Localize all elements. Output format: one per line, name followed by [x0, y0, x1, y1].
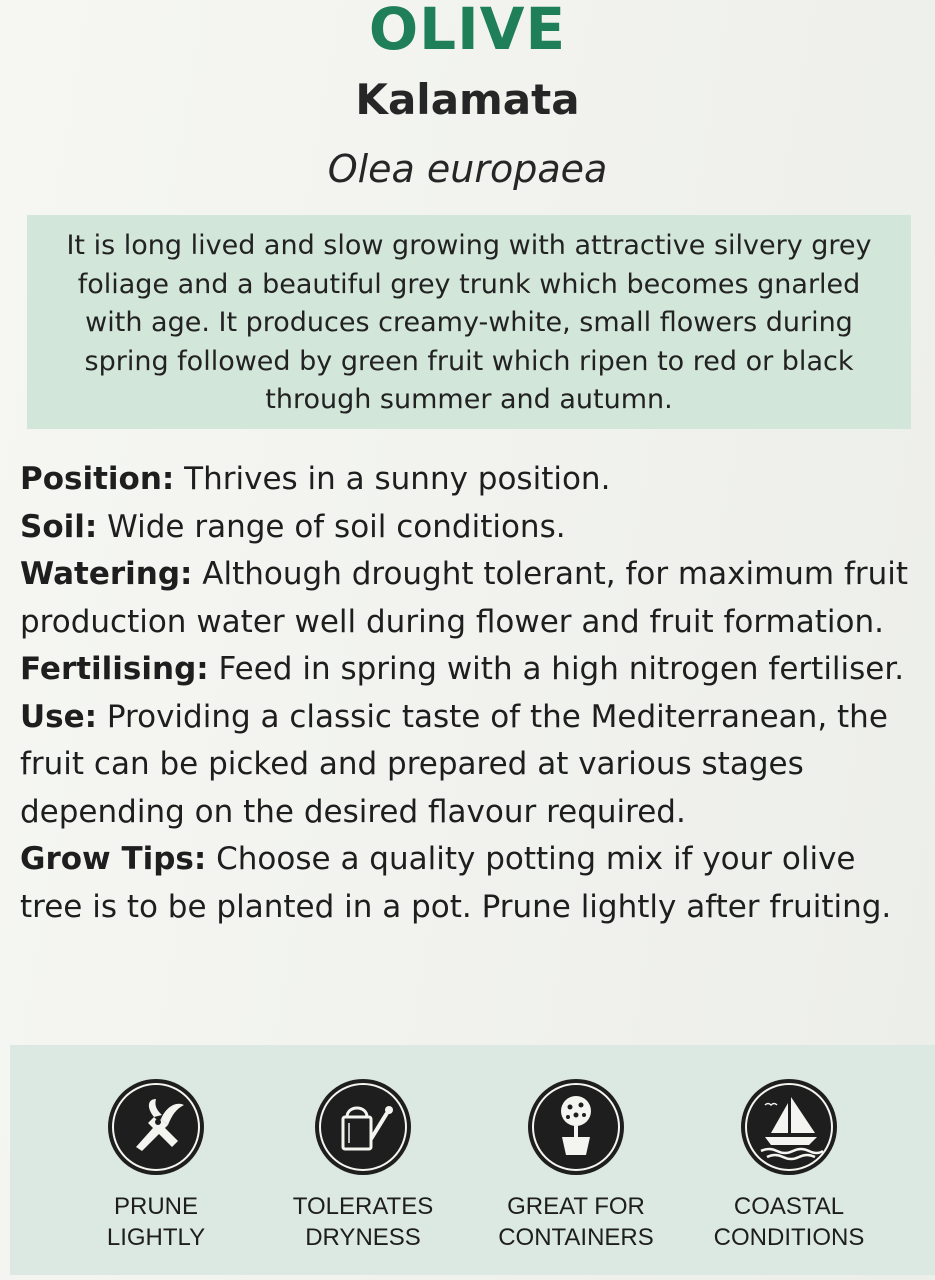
care-soil-label: Soil:: [20, 508, 98, 545]
feature-prune-line2: LIGHTLY: [106, 1224, 206, 1251]
care-fertilising-label: Fertilising:: [20, 651, 209, 687]
care-watering-text: Although drought tolerant, for maximum fruit production water well during flower and fruit formation.: [20, 556, 909, 640]
feature-coastal-line2: CONDITIONS: [713, 1224, 865, 1251]
care-fertilising: [20, 646, 925, 694]
care-instructions: [20, 456, 925, 931]
care-soil-text: Wide range of soil conditions.: [97, 508, 566, 545]
description-text: It is long lived and slow growing with attractive silvery grey foliage and a beautiful grey trunk which becomes gnarled with age. It produces creamy-white, small flowers during spring followed by green fruit which ripen to red or black through summer and autumn.: [66, 230, 872, 415]
feature-dryness-line1: TOLERATES: [292, 1193, 434, 1220]
sailboat-icon: [739, 1077, 839, 1177]
care-use-label: Use:: [20, 698, 98, 735]
feature-tolerates-dryness: [253, 1077, 473, 1253]
feature-coastal-conditions-label: [679, 1191, 899, 1253]
care-use: [20, 694, 925, 837]
feature-prune-line1: PRUNE: [113, 1193, 198, 1220]
variety-name: Kalamata: [355, 75, 580, 124]
botanical-name: Olea europaea: [327, 147, 608, 191]
feature-tolerates-dryness-label: [253, 1191, 473, 1253]
potted-tree-icon: [526, 1077, 626, 1177]
plant-title: OLIVE: [368, 0, 567, 63]
care-use-text: Providing a classic taste of the Mediterranean, the fruit can be picked and prepared at various stages depending on the desired flavour required.: [20, 698, 888, 830]
care-position-label: Position:: [20, 461, 175, 497]
feature-coastal-line1: COASTAL: [733, 1193, 845, 1220]
feature-coastal-conditions: [679, 1077, 899, 1253]
care-watering: [20, 551, 925, 646]
care-grow-tips-text: Choose a quality potting mix if your olive tree is to be planted in a pot. Prune lightly after fruiting.: [20, 841, 892, 925]
care-position: [20, 456, 925, 504]
feature-prune-lightly-label: [46, 1191, 266, 1253]
secateurs-icon: [106, 1077, 206, 1177]
feature-containers-line1: GREAT FOR: [507, 1193, 645, 1220]
feature-prune-lightly: [46, 1077, 266, 1253]
care-fertilising-text: Feed in spring with a high nitrogen fertiliser.: [208, 651, 905, 687]
care-grow-tips-label: Grow Tips:: [20, 841, 207, 877]
feature-great-for-containers: [466, 1077, 686, 1253]
care-position-text: Thrives in a sunny position.: [174, 461, 611, 497]
watering-can-icon: [313, 1077, 413, 1177]
care-soil: [20, 504, 925, 552]
care-watering-label: Watering:: [20, 556, 193, 592]
feature-dryness-line2: DRYNESS: [305, 1224, 421, 1251]
description-box: [27, 215, 911, 429]
feature-great-for-containers-label: [466, 1191, 686, 1253]
care-grow-tips: [20, 836, 925, 931]
feature-containers-line2: CONTAINERS: [498, 1224, 654, 1251]
